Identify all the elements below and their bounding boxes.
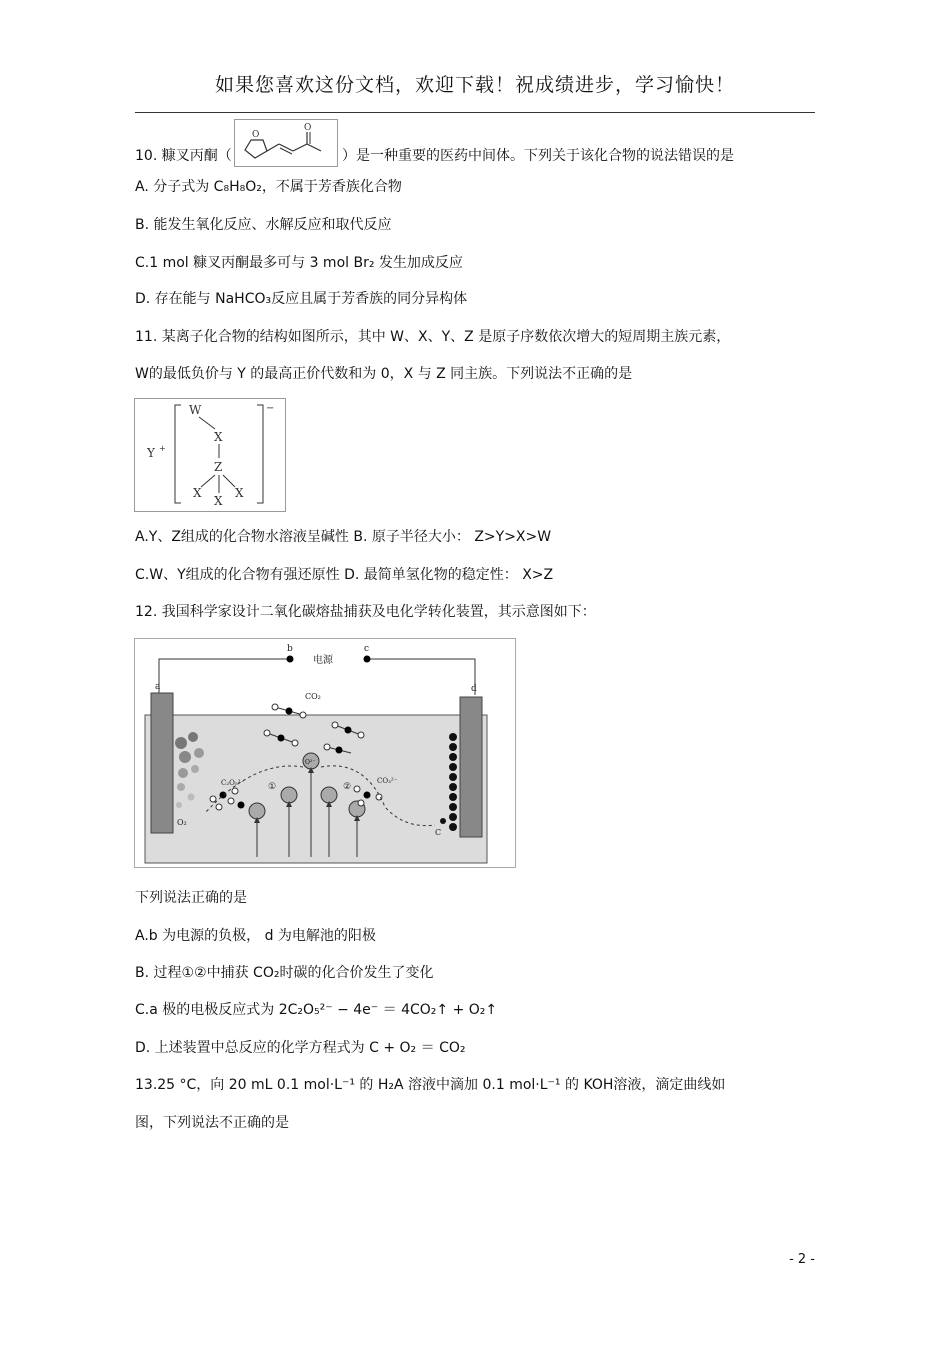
atom-x-bottom: X — [214, 494, 223, 508]
carbon-label: C — [435, 828, 442, 837]
atom-x-left: X — [193, 486, 202, 500]
oxide-ion-label: O²⁻ — [305, 759, 316, 766]
page-header: 如果您喜欢这份文档，欢迎下载！祝成绩进步，学习愉快！ — [214, 74, 735, 96]
q11-options-ab: A.Y、Z组成的化合物水溶液呈碱性 B. 原子半径大小： Z>Y>X>W — [135, 529, 552, 545]
furfural-acetone-structure — [234, 119, 338, 167]
q11-options-cd: C.W、Y组成的化合物有强还原性 D. 最简单氢化物的稳定性： X>Z — [135, 567, 554, 583]
terminal-c: c — [364, 644, 370, 654]
page-number: - 2 - — [789, 1252, 815, 1267]
co2-label: CO₂ — [305, 692, 321, 701]
svg-text:O: O — [304, 123, 312, 133]
c2o5-label: C₂O₅²⁻ — [221, 779, 245, 787]
header-divider — [135, 112, 815, 113]
step-1-label: ① — [268, 782, 277, 792]
q13-stem-line2: 图，下列说法不正确的是 — [135, 1115, 289, 1131]
electrode-a-label: a — [155, 682, 161, 692]
q10-option-c: C.1 mol 糠叉丙酮最多可与 3 mol Br₂ 发生加成反应 — [135, 255, 463, 271]
q12-option-a: A.b 为电源的负极， d 为电解池的阳极 — [135, 928, 376, 944]
y-cation-charge: + — [159, 444, 166, 453]
q11-stem-line1: 11. 某离子化合物的结构如图所示，其中 W、X、Y、Z 是原子序数依次增大的短周期主族元素， — [135, 329, 731, 345]
atom-x-top: X — [214, 430, 223, 444]
svg-text:O: O — [252, 130, 260, 140]
co3-label: CO₃²⁻ — [377, 777, 398, 785]
atom-z: Z — [214, 460, 223, 474]
q13-stem-line1: 13.25 °C，向 20 mL 0.1 mol·L⁻¹ 的 H₂A 溶液中滴加 0.1 mol·L⁻¹ 的 KOH溶液，滴定曲线如 — [135, 1077, 726, 1093]
q12-option-b: B. 过程①②中捕获 CO₂时碳的化合价发生了变化 — [135, 965, 434, 981]
q10-option-d: D. 存在能与 NaHCO₃反应且属于芳香族的同分异构体 — [135, 291, 468, 307]
q12-stem: 12. 我国科学家设计二氧化碳熔盐捕获及电化学转化装置，其示意图如下： — [135, 604, 596, 620]
anion-charge: − — [266, 403, 275, 414]
q12-option-c: C.a 极的电极反应式为 2C₂O₅²⁻ − 4e⁻ ＝ 4CO₂↑ + O₂↑ — [135, 1002, 498, 1018]
q10-stem-prefix: 10. 糠叉丙酮（ — [135, 148, 232, 164]
electrolysis-cell-diagram — [134, 638, 516, 868]
o2-label: O₂ — [177, 818, 187, 827]
electrode-d-label: d — [471, 684, 477, 694]
power-label: 电源 — [313, 655, 333, 666]
q11-stem-line2: W的最低负价与 Y 的最高正价代数和为 0，X 与 Z 同主族。下列说法不正确的是 — [135, 366, 633, 382]
terminal-b: b — [287, 644, 293, 654]
q10-option-b: B. 能发生氧化反应、水解反应和取代反应 — [135, 217, 392, 233]
q12-lead: 下列说法正确的是 — [135, 890, 247, 906]
q12-option-d: D. 上述装置中总反应的化学方程式为 C + O₂ ＝ CO₂ — [135, 1040, 466, 1056]
atom-w: W — [189, 403, 202, 417]
q10-option-a: A. 分子式为 C₈H₈O₂，不属于芳香族化合物 — [135, 179, 402, 195]
atom-x-right: X — [235, 486, 244, 500]
y-cation-label: Y — [147, 446, 155, 460]
step-2-label: ② — [343, 782, 352, 792]
ionic-compound-structure — [134, 398, 286, 512]
q10-stem-suffix: ）是一种重要的医药中间体。下列关于该化合物的说法错误的是 — [342, 148, 734, 164]
